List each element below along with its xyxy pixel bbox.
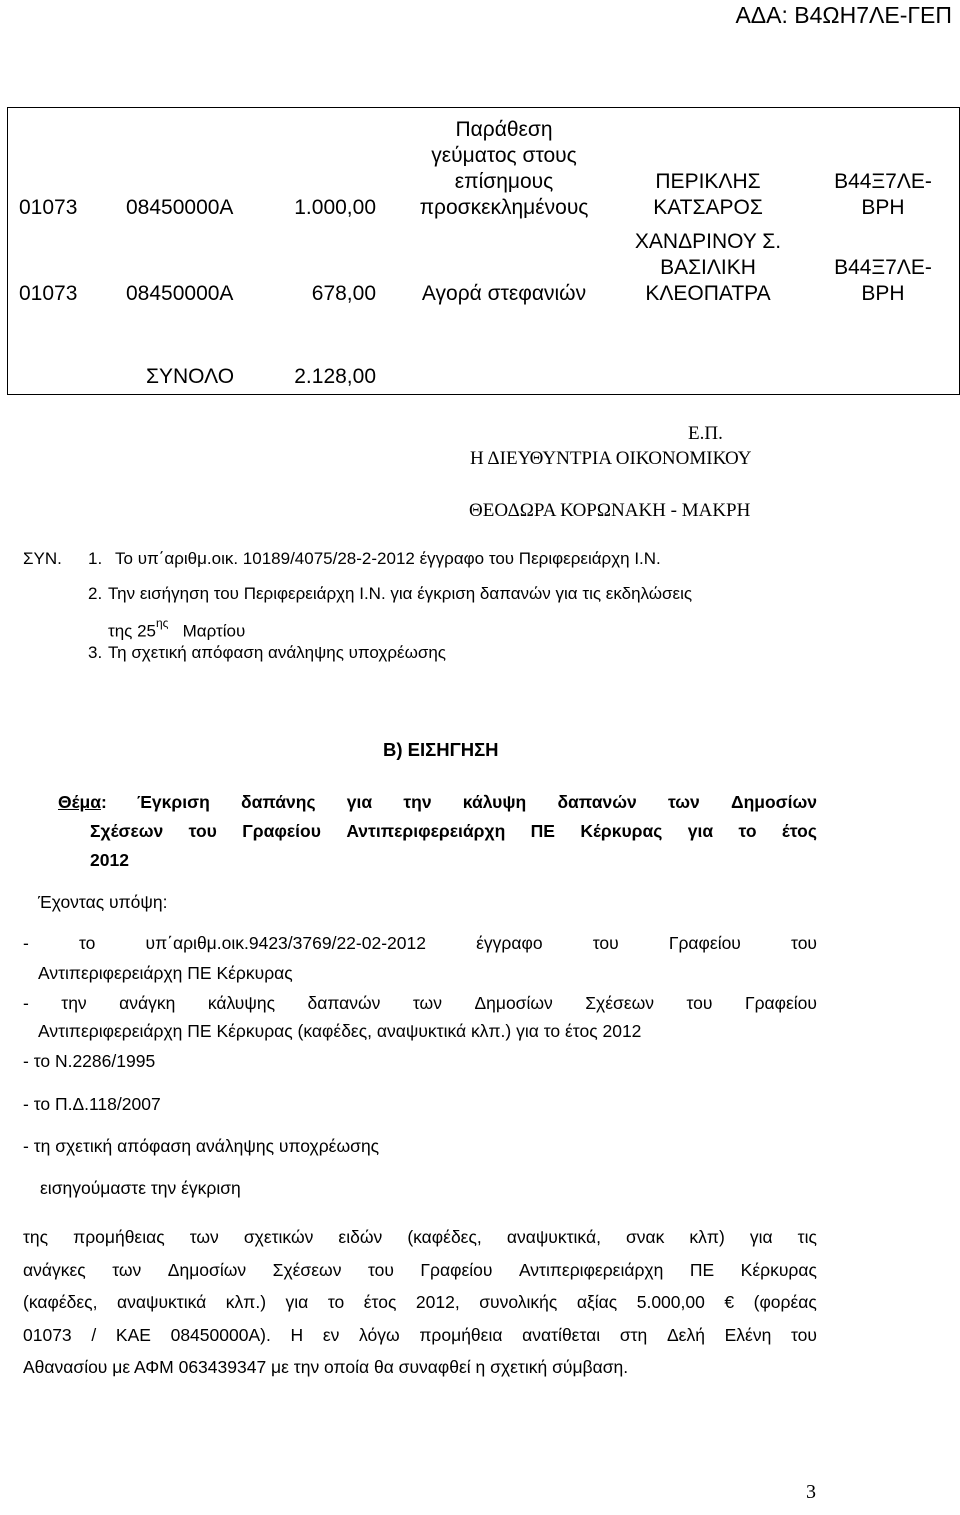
kae-cell: 08450000Α [126,282,234,305]
word: υπ΄αριθμ.οικ.9423/3769/22-02-2012 [145,933,426,953]
word: το [327,1292,345,1312]
word: Δημοσίων [730,792,817,812]
table-total-row [8,348,958,388]
reference-3: Τη σχετική απόφαση ανάληψης υποχρέωσης [108,643,446,662]
final-line-5: Αθανασίου με ΑΦΜ 063439347 με την οποία θα συναφθεί η σχετική σύμβαση. [23,1357,629,1377]
word: των [189,1227,219,1247]
signature-title: Η ΔΙΕΥΘΥΝΤΡΙΑ ΟΙΚΟΝΟΜΙΚΟΥ [470,448,752,469]
word: Σχέσεων [90,821,164,841]
word: ανατίθεται [522,1325,601,1345]
word: Γραφείου [242,821,321,841]
word: τις [797,1227,817,1247]
word: ανάγκες [23,1260,86,1280]
word: του [791,933,817,953]
final-line-2 [23,1260,817,1281]
word: των [112,1260,142,1280]
final-line-4 [23,1325,817,1346]
reference-2-number: 2. [88,584,103,603]
total-value: 2.128,00 [294,365,376,388]
word: για [749,1227,773,1247]
having-in-mind: Έχοντας υπόψη: [38,892,168,912]
table-row [8,226,958,306]
word: Γραφείου [420,1260,493,1280]
word: δαπανών [307,993,381,1013]
reference-1: Το υπ΄αριθμ.οικ. 10189/4075/28-2-2012 έγγραφο του Περιφερειάρχη Ι.Ν. [115,549,661,568]
word: την [403,792,432,812]
reference-1-number: 1. [88,549,103,568]
word: του [367,1260,394,1280]
word: κλπ) [689,1227,725,1247]
subject-label: Θέμα: [58,792,107,812]
bullet-4: - το Π.Δ.118/2007 [23,1094,161,1114]
word: 01073 [23,1325,72,1345]
word: της [23,1227,49,1247]
beneficiary-cell: ΠΕΡΙΚΛΗΣ ΚΑΤΣΑΡΟΣ [653,170,763,219]
description-cell: Αγορά στεφανιών [421,282,587,305]
word: Γραφείου [668,933,741,953]
propose-line: εισηγούμαστε την έγκριση [40,1178,241,1198]
beneficiary-cell: ΧΑΝΔΡΙΝΟΥ Σ. ΒΑΣΙΛΙΚΗ ΚΛΕΟΠΑΤΡΑ [634,230,782,305]
word: 08450000Α). [170,1325,271,1345]
word: του [686,993,713,1013]
word: συνολικής [479,1292,558,1312]
signature-ep: Ε.Π. [688,423,723,444]
word: ΠΕ [530,821,555,841]
subject-line-2 [90,821,817,842]
word: Κέρκυρας [740,1260,817,1280]
reference-3-number: 3. [88,643,103,662]
word: έτος [781,821,817,841]
word: Έγκριση [137,792,210,812]
word: κάλυψης [207,993,276,1013]
final-line-3 [23,1292,817,1313]
amount-cell: 1.000,00 [294,196,376,219]
expenses-table [7,107,960,395]
word: - [23,933,29,953]
word: Γραφείου [744,993,817,1013]
page-number: 3 [806,1481,816,1503]
word: των [412,993,442,1013]
word: Ελένη [724,1325,772,1345]
subject-line-1 [137,792,817,813]
word: ΠΕ [689,1260,715,1280]
word: αναψυκτικά [117,1292,207,1312]
word: για [346,792,373,812]
total-label: ΣΥΝΟΛΟ [146,365,235,388]
bullet-2-line-1 [23,993,817,1014]
word: ειδών [338,1227,383,1247]
word: (φορέας [753,1292,817,1312]
word: (καφέδες, [407,1227,482,1247]
bullet-3: - το Ν.2286/1995 [23,1051,156,1071]
word: των [667,792,700,812]
subject-line-3: 2012 [90,850,129,870]
word: κάλυψη [462,792,527,812]
word: λόγω [359,1325,400,1345]
code-cell: 01073 [19,196,78,219]
word: το [78,933,96,953]
word: εν [322,1325,340,1345]
references-label: ΣΥΝ. [23,549,62,568]
word: του [791,1325,817,1345]
word: την [61,993,87,1013]
kae-cell: 08450000Α [126,196,234,219]
word: δαπάνης [240,792,316,812]
word: προμήθειας [73,1227,165,1247]
word: Δημοσίων [167,1260,247,1280]
word: έγγραφο [476,933,543,953]
bullet-1-line-1 [23,933,817,954]
word: κλπ.) [225,1292,267,1312]
word: σνακ [625,1227,665,1247]
code-cell: 01073 [19,282,78,305]
word: - [23,993,29,1013]
word: Σχέσεων [272,1260,342,1280]
description-cell: Παράθεση γεύματος στους επίσημους προσκεκλημένους [419,118,589,219]
word: έτος [363,1292,397,1312]
word: αξίας [576,1292,618,1312]
word: για [285,1292,309,1312]
word: στη [619,1325,648,1345]
proposal-heading: Β) ΕΙΣΗΓΗΣΗ [383,739,499,760]
bullet-5: - τη σχετική απόφαση ανάληψης υποχρέωσης [23,1136,380,1156]
word: σχετικών [243,1227,314,1247]
word: (καφέδες, [23,1292,98,1312]
word: ανάγκη [119,993,176,1013]
signature-name: ΘΕΟΔΩΡΑ ΚΟΡΩΝΑΚΗ - ΜΑΚΡΗ [469,500,751,521]
word: € [724,1292,735,1312]
word: του [592,933,619,953]
word: Σχέσεων [585,993,655,1013]
reference-2: Την εισήγηση του Περιφερειάρχη Ι.Ν. για έγκριση δαπανών για τις εκδηλώσεις [108,584,693,603]
word: 2012, [415,1292,460,1312]
word: 5.000,00 [636,1292,705,1312]
reference-2-continued: της $25^{\eta\varsigma}$ Μαρτίου [108,616,246,641]
word: ΚΑΕ [115,1325,151,1345]
final-line-1 [23,1227,817,1248]
word: Η [290,1325,304,1345]
decision-cell: Β44Ξ7ΛΕ- ΒΡΗ [834,170,932,219]
bullet-1-line-2: Αντιπεριφερειάρχη ΠΕ Κέρκυρας [38,963,293,983]
bullet-2-line-2: Αντιπεριφερειάρχη ΠΕ Κέρκυρας (καφέδες, αναψυκτικά κλπ.) για το έτος 2012 [38,1021,642,1041]
amount-cell: 678,00 [311,282,376,305]
word: / [91,1325,97,1345]
word: για [687,821,714,841]
decision-cell: Β44Ξ7ΛΕ- ΒΡΗ [834,256,932,305]
word: Κέρκυρας [580,821,663,841]
table-row [8,108,958,228]
word: το [738,821,757,841]
word: Δημοσίων [474,993,553,1013]
ada-identifier: ΑΔΑ: Β4ΩΗ7ΛΕ-ΓΕΠ [735,2,952,28]
word: αναψυκτικά, [506,1227,601,1247]
word: του [188,821,217,841]
word: προμήθεια [419,1325,503,1345]
word: Δελή [666,1325,705,1345]
word: δαπανών [557,792,637,812]
word: Αντιπεριφερειάρχη [518,1260,664,1280]
word: Αντιπεριφερειάρχη [346,821,506,841]
